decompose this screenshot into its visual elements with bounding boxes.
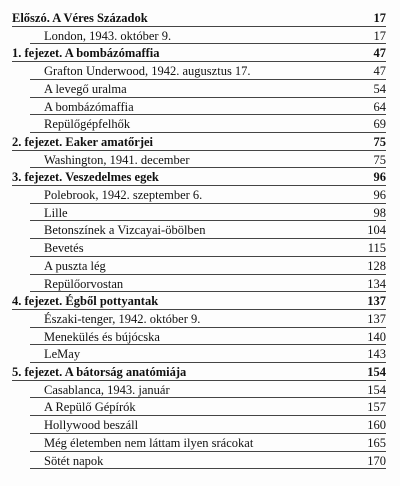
toc-section-entry	[44, 328, 386, 346]
toc-section-entry	[44, 345, 386, 363]
toc-entry-page-number: 17	[373, 28, 386, 43]
toc-entry-page-number: 54	[373, 81, 386, 96]
toc-entry-title: LeMay	[44, 347, 81, 362]
toc-entry-title: Előszó. A Véres Századok	[12, 11, 148, 25]
toc-entry-page-number: 137	[367, 311, 386, 326]
toc-entry-page-number: 134	[367, 276, 386, 291]
toc-entry-page-number: 115	[367, 241, 386, 256]
toc-entry-page-number: 165	[367, 435, 386, 450]
toc-section-entry	[44, 62, 386, 80]
toc-entry-page-number: 154	[367, 382, 386, 397]
toc-section-entry	[44, 239, 386, 257]
toc-chapter-entry	[12, 133, 386, 151]
toc-entry-page-number: 104	[367, 223, 386, 238]
toc-entry-title: 2. fejezet. Eaker amatőrjei	[12, 134, 154, 149]
toc-entry-title: Casablanca, 1943. január	[44, 382, 170, 397]
toc-section-entry	[44, 221, 386, 239]
toc-section-entry	[44, 275, 386, 293]
toc-entry-title: Polebrook, 1942. szeptember 6.	[44, 188, 203, 202]
toc-entry-title: Repülőorvostan	[44, 276, 124, 291]
toc-entry-title: A Repülő Gépírók	[44, 400, 136, 415]
toc-entry-page-number: 140	[367, 329, 386, 344]
toc-entry-title: Washington, 1941. december	[44, 152, 190, 167]
toc-row-divider	[30, 468, 386, 469]
toc-entry-page-number: 47	[373, 64, 386, 79]
toc-entry-title: Betonszínek a Vizcayai-öbölben	[44, 223, 206, 238]
toc-entry-title: 4. fejezet. Égből pottyantak	[12, 294, 159, 309]
toc-entry-page-number: 96	[373, 170, 386, 185]
toc-entry-title: London, 1943. október 9.	[44, 28, 172, 43]
toc-section-entry	[44, 204, 386, 222]
toc-entry-page-number: 170	[367, 453, 386, 468]
toc-entry-page-number: 64	[373, 99, 386, 114]
toc-section-entry	[44, 257, 386, 275]
toc-section-entry	[44, 381, 386, 399]
toc-entry-page-number: 98	[373, 205, 386, 220]
toc-section-entry	[44, 310, 386, 328]
toc-section-entry	[44, 27, 386, 45]
toc-entry-title: Menekülés és bújócska	[44, 329, 160, 344]
toc-section-entry	[44, 452, 386, 470]
toc-entry-title: A puszta lég	[44, 258, 106, 273]
toc-chapter-entry	[12, 44, 386, 62]
toc-entry-page-number: 17	[373, 11, 386, 25]
toc-section-entry	[44, 434, 386, 452]
toc-chapter-entry	[12, 363, 386, 381]
toc-section-entry	[44, 151, 386, 169]
toc-section-entry	[44, 398, 386, 416]
toc-chapter-entry	[12, 9, 386, 27]
toc-entry-title: 1. fejezet. A bombázómaffia	[12, 46, 160, 61]
toc-entry-title: Északi-tenger, 1942. október 9.	[44, 311, 201, 326]
toc-entry-title: Sötét napok	[44, 453, 104, 468]
toc-chapter-entry	[12, 292, 386, 310]
toc-entry-page-number: 47	[373, 46, 386, 61]
toc-entry-title: 3. fejezet. Veszedelmes egek	[12, 170, 159, 185]
toc-entry-page-number: 75	[373, 134, 386, 149]
toc-entry-page-number: 143	[367, 347, 386, 362]
toc-entry-title: Bevetés	[44, 241, 84, 256]
toc-entry-title: Grafton Underwood, 1942. augusztus 17.	[44, 64, 251, 79]
toc-entry-page-number: 69	[373, 117, 386, 132]
toc-entry-page-number: 160	[367, 418, 386, 433]
toc-entry-title: A bombázómaffia	[44, 99, 134, 114]
toc-entry-page-number: 96	[373, 188, 386, 202]
toc-entry-title: 5. fejezet. A bátorság anatómiája	[12, 365, 187, 379]
toc-entry-page-number: 128	[367, 258, 386, 273]
toc-chapter-entry	[12, 168, 386, 186]
toc-entry-page-number: 75	[373, 152, 386, 167]
toc-entry-title: Lille	[44, 205, 68, 220]
toc-entry-title: Repülőgépfelhők	[44, 117, 131, 132]
toc-section-entry	[44, 416, 386, 434]
toc-entry-title: A levegő uralma	[44, 81, 127, 96]
toc-section-entry	[44, 98, 386, 116]
toc-section-entry	[44, 186, 386, 204]
toc-section-entry	[44, 80, 386, 98]
toc-entry-title: Hollywood beszáll	[44, 418, 139, 433]
toc-entry-page-number: 157	[367, 400, 386, 415]
toc-entry-page-number: 137	[367, 294, 386, 309]
toc-entry-title: Még életemben nem láttam ilyen srácokat	[44, 435, 254, 450]
toc-section-entry	[44, 115, 386, 133]
toc-entry-page-number: 154	[367, 365, 386, 379]
